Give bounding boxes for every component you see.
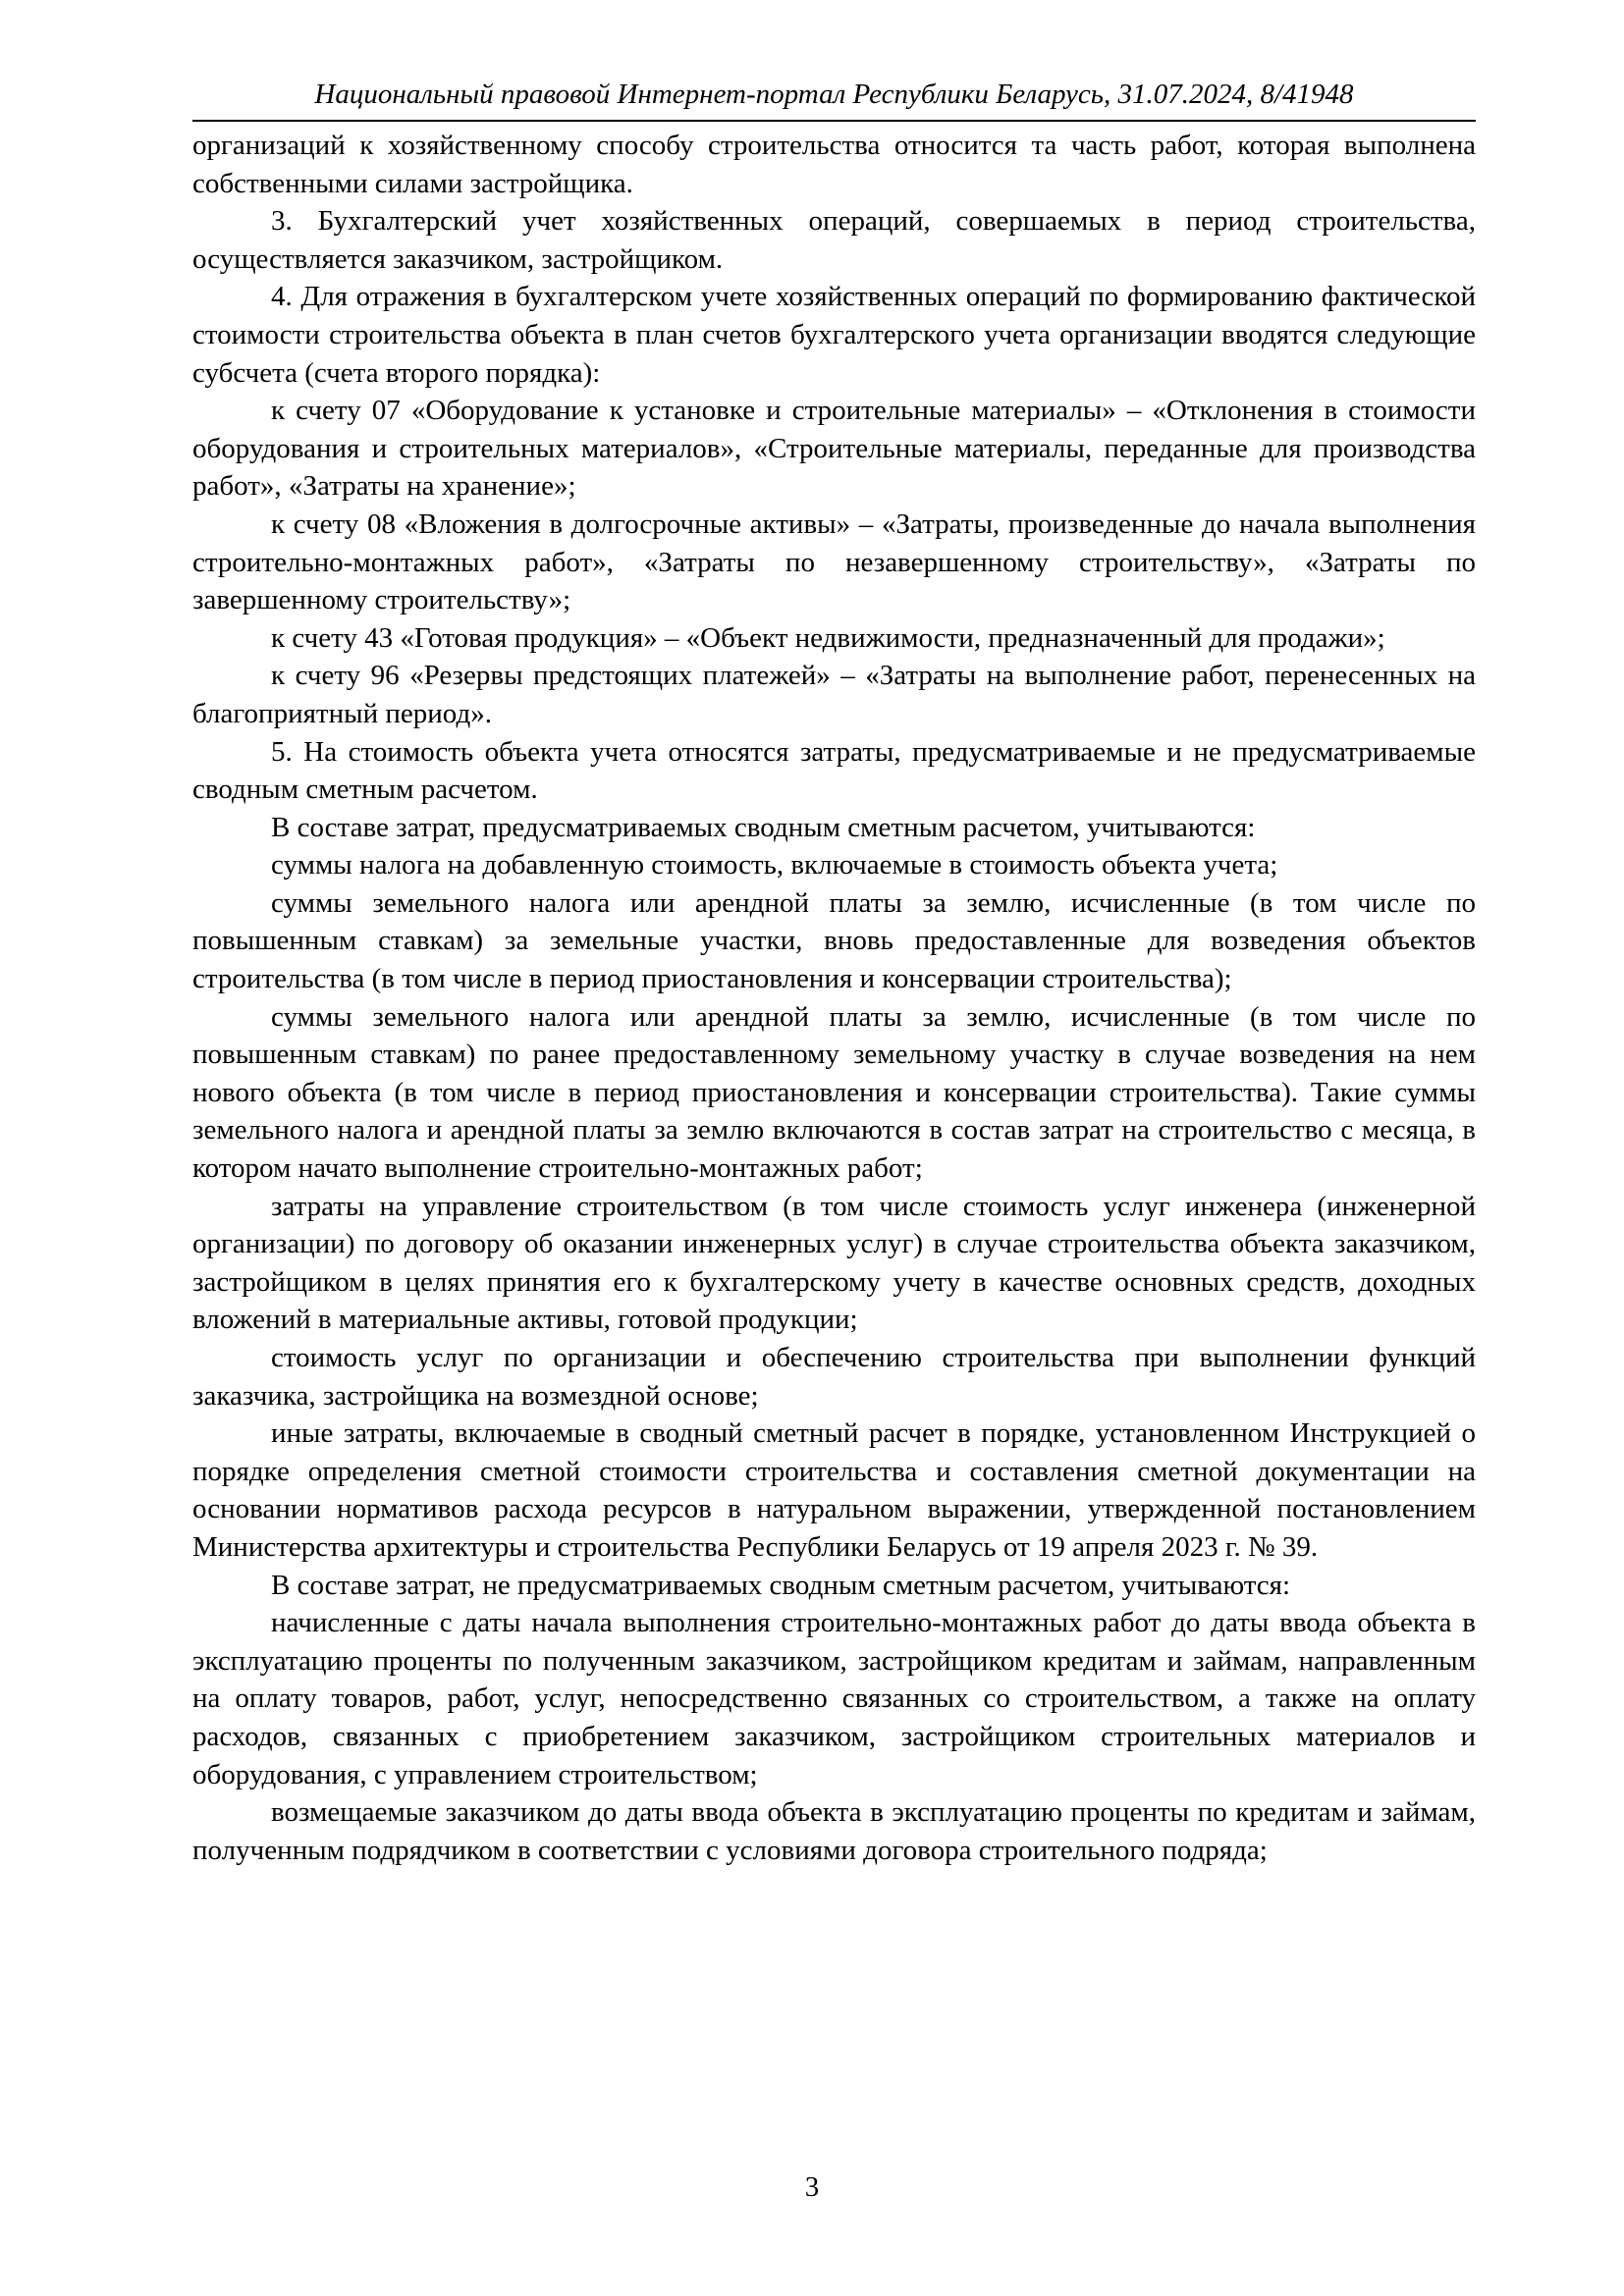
paragraph-interest-reimbursed: возмещаемые заказчиком до даты ввода объекта в эксплуатацию проценты по кредитам и займам, полученным подрядчиком в соответствии с условиями договора строительного подряда; [192,1796,1476,1866]
page-header: Национальный правовой Интернет-портал Республики Беларусь, 31.07.2024, 8/41948 [314,79,1354,110]
paragraph-item-3: 3. Бухгалтерский учет хозяйственных операций, совершаемых в период строительства, осуществляется заказчиком, застройщиком. [192,205,1476,275]
paragraph-vat: суммы налога на добавленную стоимость, включаемые в стоимость объекта учета; [271,849,1278,881]
paragraph-management-costs: затраты на управление строительством (в том числе стоимость услуг инженера (инженерной организации) по договору об оказании инженерных услуг) в случае строительства объекта заказчиком, застройщиком в целях принятия его к бухгалтерскому учету в качестве основных средств, доходных вложений в материальные активы, готовой продукции; [192,1190,1476,1336]
page-number: 3 [804,2171,820,2203]
paragraph-item-5: 5. На стоимость объекта учета относятся затраты, предусматриваемые и не предусматриваемые сводным сметным расчетом. [192,735,1476,806]
paragraph-account-07: к счету 07 «Оборудование к установке и строительные материалы» – «Отклонения в стоимости оборудования и строительных материалов», «Строительные материалы, переданные для производства работ», «Затраты на хранение»; [192,395,1476,503]
paragraph-interest-accrued: начисленные с даты начала выполнения строительно-монтажных работ до даты ввода объекта в эксплуатацию проценты по полученным заказчиком, застройщиком кредитам и займам, направленным на оплату товаров, работ, услуг, непосредственно связанных со строительством, а также на оплату расходов, связанных с приобретением заказчиком, застройщиком строительных материалов и оборудования, с управлением строительством; [192,1607,1476,1790]
paragraph-included-costs-intro: В составе затрат, предусматриваемых сводным сметным расчетом, учитываются: [271,811,1256,843]
paragraph-item-4: 4. Для отражения в бухгалтерском учете хозяйственных операций по формированию фактической стоимости строительства объекта в план счетов бухгалтерского учета организации вводятся следующие субсчета (счета второго порядка): [192,281,1476,389]
paragraph-land-tax-new: суммы земельного налога или арендной платы за землю, исчисленные (в том числе по повышенным ставкам) за земельные участки, вновь предоставленные для возведения объектов строительства (в том числе в период приостановления и консервации строительства); [192,886,1476,995]
paragraph-continuation: организаций к хозяйственному способу строительства относится та часть работ, которая выполнена собственными силами застройщика. [192,130,1476,199]
paragraph-excluded-costs-intro: В составе затрат, не предусматриваемых сводным сметным расчетом, учитываются: [271,1569,1291,1601]
document-body [192,127,1476,1869]
paragraph-customer-services: стоимость услуг по организации и обеспечению строительства при выполнении функций заказчика, застройщика на возмездной основе; [192,1342,1476,1412]
paragraph-account-43: к счету 43 «Готовая продукция» – «Объект недвижимости, предназначенный для продажи»; [271,621,1385,654]
paragraph-other-costs: иные затраты, включаемые в сводный сметный расчет в порядке, установленном Инструкцией о порядке определения сметной стоимости строительства и составления сметной документации на основании нормативов расхода ресурсов в натуральном выражении, утвержденной постановлением Министерства архитектуры и строительства Республики Беларусь от 19 апреля 2023 г. № 39. [192,1417,1476,1563]
paragraph-land-tax-existing: суммы земельного налога или арендной платы за землю, исчисленные (в том числе по повышенным ставкам) по ранее предоставленному земельному участку в случае возведения на нем нового объекта (в том числе в период приостановления и консервации строительства). Такие суммы земельного налога и арендной платы за землю включаются в состав затрат на строительство с месяца, в котором начато выполнение строительно-монтажных работ; [192,1000,1476,1185]
header-divider [192,120,1476,122]
paragraph-account-96: к счету 96 «Резервы предстоящих платежей» – «Затраты на выполнение работ, перенесенных на благоприятный период». [192,660,1476,729]
paragraph-account-08: к счету 08 «Вложения в долгосрочные активы» – «Затраты, произведенные до начала выполнения строительно-монтажных работ», «Затраты по незавершенному строительству», «Затраты по завершенному строительству»; [192,507,1476,616]
